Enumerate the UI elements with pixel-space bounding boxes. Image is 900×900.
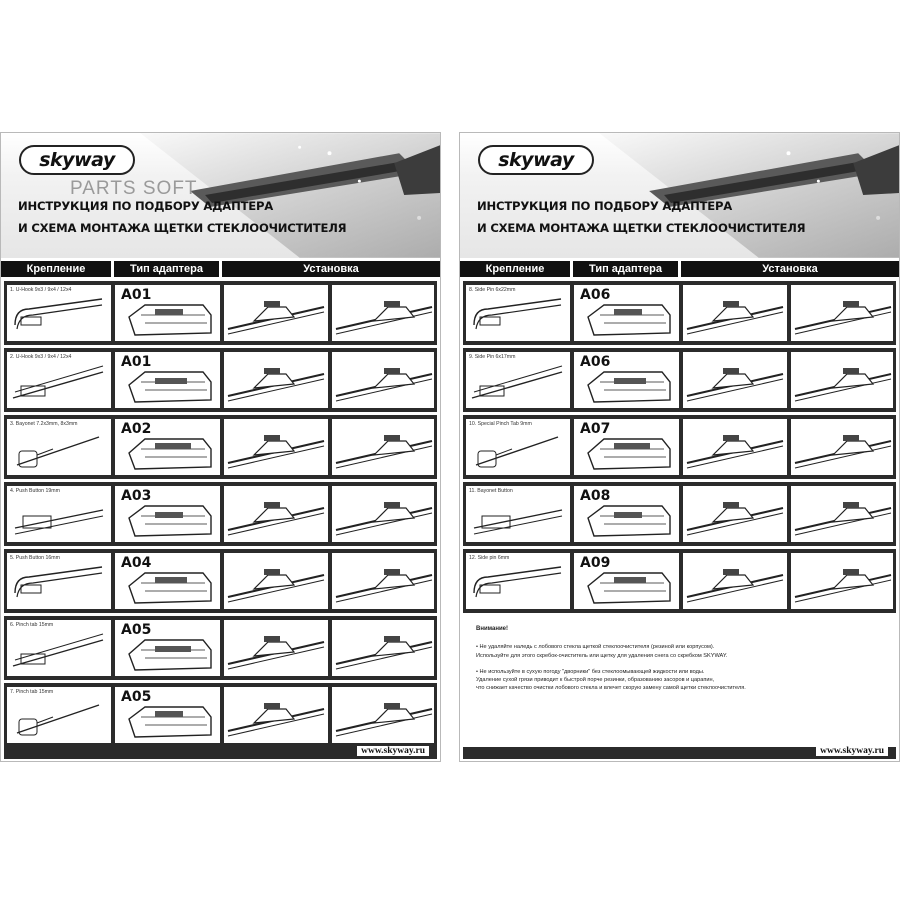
- adapter-row: [4, 281, 437, 345]
- install-step-1: [224, 553, 328, 609]
- mount-cell: [466, 419, 570, 475]
- mount-label: 12. Side pin 6mm: [469, 555, 510, 561]
- mount-cell: [7, 285, 111, 341]
- install-step-2: [332, 285, 434, 341]
- title-line-2: И СХЕМА МОНТАЖА ЩЕТКИ СТЕКЛООЧИСТИТЕЛЯ: [477, 221, 806, 235]
- adapter-cell: [115, 553, 220, 609]
- header-mount: Крепление: [460, 261, 573, 277]
- adapter-code: A07: [580, 421, 611, 437]
- footer-bar: [463, 747, 896, 759]
- instruction-sheet-right: [459, 132, 900, 762]
- install-step-2: [332, 486, 434, 542]
- website-url: www.skyway.ru: [357, 746, 429, 756]
- adapter-cell: [115, 620, 220, 676]
- note-2a: • Не используйте в сухую погоду "дворники" без стеклоомывающей жидкости или воды.: [476, 668, 705, 675]
- mount-label: 11. Bayonet Button: [469, 488, 513, 494]
- install-step-2: [791, 352, 893, 408]
- mount-label: 3. Bayonet 7.2x3mm, 8x3mm: [10, 421, 78, 427]
- table-header: [1, 261, 440, 277]
- adapter-row: [4, 415, 437, 479]
- install-step-2: [332, 553, 434, 609]
- mount-cell: [7, 352, 111, 408]
- mount-label: 8. Side Pin 6x22mm: [469, 287, 516, 293]
- adapter-code: A04: [121, 555, 152, 571]
- install-step-2: [332, 419, 434, 475]
- mount-label: 5. Push Button 16mm: [10, 555, 60, 561]
- adapter-code: A03: [121, 488, 152, 504]
- header-banner: [1, 133, 440, 258]
- adapter-cell: [115, 687, 220, 743]
- mount-cell: [466, 285, 570, 341]
- adapter-code: A02: [121, 421, 152, 437]
- install-step-1: [683, 419, 787, 475]
- adapter-cell: [115, 486, 220, 542]
- adapter-cell: [115, 419, 220, 475]
- adapter-code: A06: [580, 354, 611, 370]
- install-step-1: [683, 486, 787, 542]
- sheet-title: [477, 195, 805, 239]
- adapter-cell: [115, 285, 220, 341]
- adapter-code: A09: [580, 555, 611, 571]
- instruction-sheet-left: [0, 132, 441, 762]
- install-step-2: [791, 285, 893, 341]
- mount-cell: [7, 419, 111, 475]
- install-step-1: [683, 285, 787, 341]
- header-banner: [460, 133, 899, 258]
- title-line-1: ИНСТРУКЦИЯ ПО ПОДБОРУ АДАПТЕРА: [477, 199, 733, 213]
- watermark: PARTS SOFT: [70, 178, 198, 199]
- adapter-code: A05: [121, 689, 152, 705]
- install-step-1: [224, 285, 328, 341]
- brand-logo: skyway: [19, 145, 135, 175]
- adapter-row: [4, 683, 437, 747]
- mount-label: 4. Push Button 19mm: [10, 488, 60, 494]
- install-step-1: [224, 352, 328, 408]
- install-step-1: [224, 419, 328, 475]
- mount-cell: [7, 553, 111, 609]
- table-header: [460, 261, 899, 277]
- mount-label: 7. Pinch tab 15mm: [10, 689, 54, 695]
- install-step-1: [224, 687, 328, 743]
- install-step-2: [791, 486, 893, 542]
- adapter-cell: [574, 285, 679, 341]
- adapter-code: A05: [121, 622, 152, 638]
- mount-label: 9. Side Pin 6x17mm: [469, 354, 516, 360]
- mount-cell: [7, 687, 111, 743]
- header-adapter: Тип адаптера: [114, 261, 222, 277]
- adapter-row: [463, 281, 896, 345]
- adapter-code: A08: [580, 488, 611, 504]
- install-step-2: [332, 620, 434, 676]
- sheet-title: [18, 195, 346, 239]
- adapter-code: A01: [121, 354, 152, 370]
- title-line-2: И СХЕМА МОНТАЖА ЩЕТКИ СТЕКЛООЧИСТИТЕЛЯ: [18, 221, 347, 235]
- brand-logo: skyway: [478, 145, 594, 175]
- install-step-2: [791, 419, 893, 475]
- adapter-code: A06: [580, 287, 611, 303]
- adapter-row: [463, 482, 896, 546]
- install-step-1: [224, 486, 328, 542]
- mount-label: 6. Pinch tab 15mm: [10, 622, 54, 628]
- adapter-row: [463, 348, 896, 412]
- mount-cell: [466, 352, 570, 408]
- note-2b: Удаление сухой грязи приводит к быстрой порче резинки, образованию засоров и царапин,: [476, 677, 715, 684]
- note-2c: что снижает качество очистки лобового стекла и влечет скорую замену самой щетки стеклоочистителя.: [476, 685, 746, 692]
- note-1a: • Не удаляйте наледь с лобового стекла щеткой стеклоочистителя (резиной или корпусом).: [476, 644, 715, 651]
- adapter-row: [4, 549, 437, 613]
- title-line-1: ИНСТРУКЦИЯ ПО ПОДБОРУ АДАПТЕРА: [18, 199, 274, 213]
- website-url: www.skyway.ru: [816, 746, 888, 756]
- attention-heading: Внимание!: [476, 626, 508, 632]
- adapter-row: [463, 549, 896, 613]
- install-step-1: [224, 620, 328, 676]
- mount-cell: [7, 486, 111, 542]
- install-step-2: [332, 352, 434, 408]
- adapter-row: [4, 616, 437, 680]
- install-step-1: [683, 352, 787, 408]
- mount-label: 2. U-Hook 9x3 / 9x4 / 12x4: [10, 354, 72, 360]
- mount-cell: [466, 486, 570, 542]
- adapter-row: [4, 348, 437, 412]
- header-adapter: Тип адаптера: [573, 261, 681, 277]
- adapter-code: A01: [121, 287, 152, 303]
- mount-cell: [7, 620, 111, 676]
- install-step-2: [332, 687, 434, 743]
- header-install: Установка: [762, 263, 818, 275]
- adapter-row: [463, 415, 896, 479]
- adapter-row: [4, 482, 437, 546]
- install-step-2: [791, 553, 893, 609]
- mount-label: 1. U-Hook 9x3 / 9x4 / 12x4: [10, 287, 72, 293]
- footer-bar: [4, 747, 437, 759]
- adapter-cell: [574, 553, 679, 609]
- adapter-cell: [574, 352, 679, 408]
- warning-notes: [476, 625, 896, 693]
- install-step-1: [683, 553, 787, 609]
- mount-cell: [466, 553, 570, 609]
- adapter-cell: [574, 419, 679, 475]
- adapter-cell: [574, 486, 679, 542]
- header-mount: Крепление: [1, 261, 114, 277]
- header-install: Установка: [303, 263, 359, 275]
- mount-label: 10. Special Pinch Tab 9mm: [469, 421, 532, 427]
- adapter-cell: [115, 352, 220, 408]
- note-1b: Используйте для этого скребок-очиститель или щетку для удаления снега со скребком SKYWAY.: [476, 652, 728, 659]
